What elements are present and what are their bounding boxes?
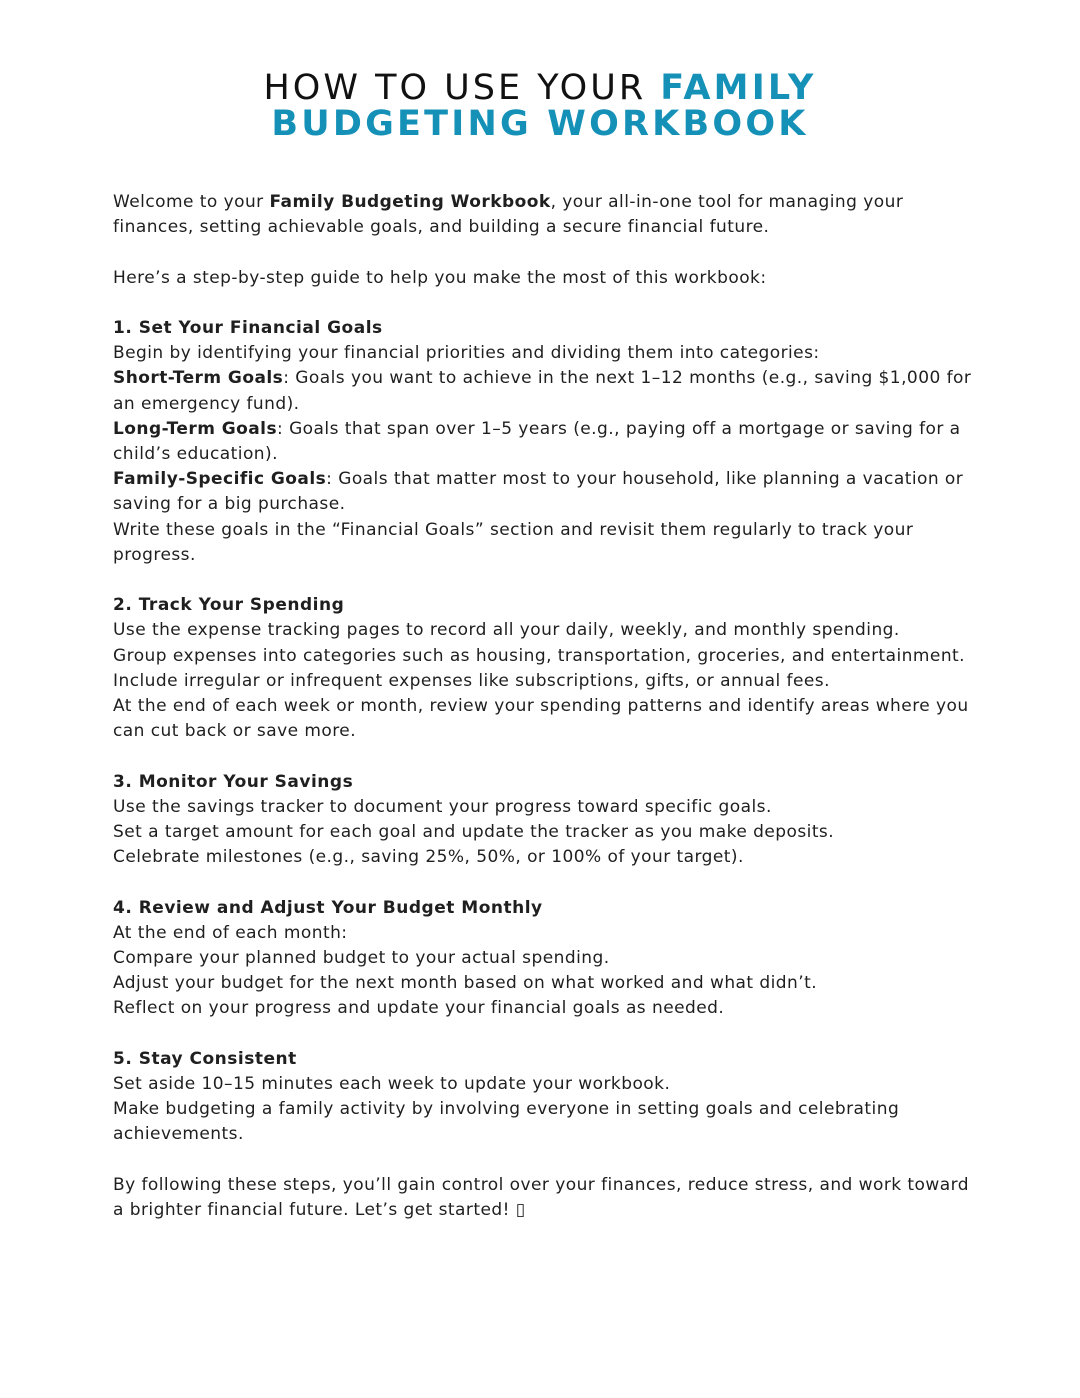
section-heading-goals: 1. Set Your Financial Goals bbox=[113, 317, 383, 338]
section-heading-spending: 2. Track Your Spending bbox=[113, 595, 345, 616]
goal-item-long-term bbox=[113, 417, 983, 467]
section-heading-savings: 3. Monitor Your Savings bbox=[113, 771, 354, 792]
closing-paragraph: By following these steps, you’ll gain control over your finances, reduce stress, and work toward a brighter financial future. Let’s get started! ▯ bbox=[113, 1174, 969, 1221]
section-text: Set aside 10–15 minutes each week to update your workbook. bbox=[113, 1074, 671, 1095]
section-text: Celebrate milestones (e.g., saving 25%, 50%, or 100% of your target). bbox=[113, 847, 744, 868]
section-text: At the end of each month: bbox=[113, 922, 348, 943]
goal-item-family-specific bbox=[113, 467, 983, 517]
goal-text: : Goals you want to achieve in the next 1–12 months (e.g., saving $1,000 for an emergency fund). bbox=[113, 368, 972, 414]
section-text: Use the expense tracking pages to record all your daily, weekly, and monthly spending. bbox=[113, 620, 900, 641]
section-text: At the end of each week or month, review your spending patterns and identify areas where you can cut back or save more. bbox=[113, 696, 969, 742]
guide-intro: Here’s a step-by-step guide to help you make the most of this workbook: bbox=[113, 267, 767, 288]
goal-label: Long-Term Goals bbox=[113, 418, 278, 439]
section-text: Group expenses into categories such as housing, transportation, groceries, and entertainment. bbox=[113, 645, 966, 666]
section-heading-review: 4. Review and Adjust Your Budget Monthly bbox=[113, 897, 543, 918]
section-text: Begin by identifying your financial priorities and dividing them into categories: bbox=[113, 343, 820, 364]
goal-text: : Goals that matter most to your household, like planning a vacation or saving for a big purchase. bbox=[113, 469, 964, 515]
section-text: Reflect on your progress and update your financial goals as needed. bbox=[113, 998, 725, 1019]
section-text: Include irregular or infrequent expenses like subscriptions, gifts, or annual fees. bbox=[113, 670, 830, 691]
title-accent-line1: FAMILY bbox=[660, 68, 817, 108]
intro-text: Welcome to your bbox=[113, 192, 270, 212]
goal-item-short-term bbox=[113, 366, 983, 416]
intro-paragraph bbox=[113, 190, 983, 240]
section-text: Make budgeting a family activity by involving everyone in setting goals and celebrating achievements. bbox=[113, 1099, 900, 1145]
page-title bbox=[0, 70, 1080, 142]
goal-label: Short-Term Goals bbox=[113, 368, 284, 389]
workbook-name: Family Budgeting Workbook bbox=[269, 192, 551, 212]
section-text: Use the savings tracker to document your progress toward specific goals. bbox=[113, 796, 772, 817]
title-prefix: HOW TO USE YOUR bbox=[263, 68, 661, 108]
section-text: Compare your planned budget to your actual spending. bbox=[113, 948, 610, 969]
section-text: Write these goals in the “Financial Goals” section and revisit them regularly to track your progress. bbox=[113, 519, 914, 565]
document-body bbox=[113, 190, 983, 1223]
section-text: Adjust your budget for the next month based on what worked and what didn’t. bbox=[113, 973, 818, 994]
goal-text: : Goals that span over 1–5 years (e.g., paying off a mortgage or saving for a child’s education). bbox=[113, 418, 961, 464]
section-heading-consistent: 5. Stay Consistent bbox=[113, 1048, 297, 1069]
goal-label: Family-Specific Goals bbox=[113, 469, 327, 490]
title-accent-line2: BUDGETING WORKBOOK bbox=[271, 104, 809, 144]
intro-text-continued: , your all-in-one tool for managing your finances, setting achievable goals, and building a secure financial future. bbox=[113, 192, 904, 238]
section-text: Set a target amount for each goal and update the tracker as you make deposits. bbox=[113, 822, 835, 843]
